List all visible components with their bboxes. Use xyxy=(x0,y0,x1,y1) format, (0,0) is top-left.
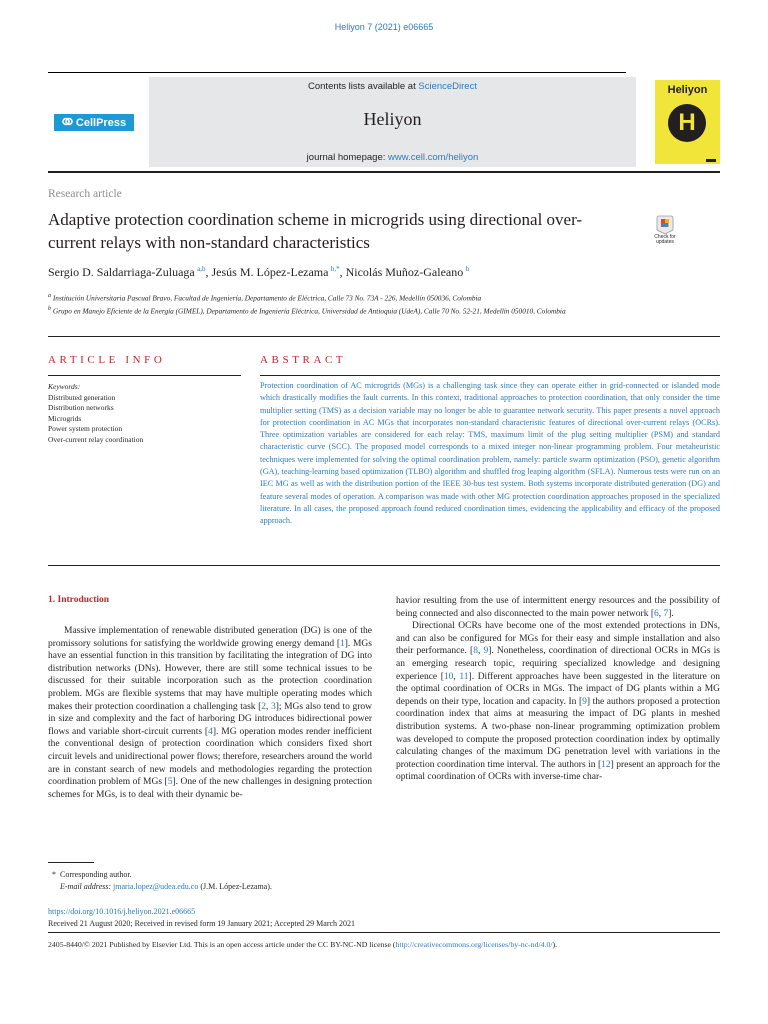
journal-name: Heliyon xyxy=(363,109,422,129)
email-link[interactable]: jmaria.lopez@udea.edu.co xyxy=(113,881,199,891)
citation-link[interactable]: 2 xyxy=(261,701,267,712)
paragraph-text: ] the authors proposed a protection coordination index that aims at measuring the impact of DG plants in meshed distribution systems. A two-phase non-linear programming optimization problem was developed to compute the proposed protection coordination index by optimally calculating changes of the maximum DG penetration level with variations in the protection coordination time interval. The authors in [ xyxy=(396,696,720,770)
footnote-rule xyxy=(48,862,94,863)
paragraph-text: ]. MG operation modes render inefficient the conventional design of protection coordination which considers fixed short circuit levels and unidirectional power flows; therefore, researchers around the world are in constant search of new models and methodologies regarding the protection coordination problem of MGs [ xyxy=(48,726,372,788)
license-line: 2405-8440/© 2021 Published by Elsevier Ltd. This is an open access article under the CC BY-NC-ND license (http://creativecommons.org/licenses/by-nc-nd/4.0/). xyxy=(48,940,558,949)
abstract-rule xyxy=(260,375,720,376)
body-column-right xyxy=(396,595,720,784)
abstract-heading: ABSTRACT xyxy=(260,354,347,366)
paragraph xyxy=(48,625,372,801)
affiliations xyxy=(48,291,720,317)
citation-link[interactable]: 7 xyxy=(663,608,669,619)
masthead-rule xyxy=(48,171,720,173)
journal-reference[interactable]: Heliyon 7 (2021) e06665 xyxy=(334,22,434,32)
author[interactable]: Nicolás Muñoz-Galeano $^b$ xyxy=(345,265,470,279)
citation-link[interactable]: 9 xyxy=(582,696,587,707)
body-column-left xyxy=(48,625,372,801)
paragraph-text: Directional OCRs have become one of the most extended protections in DNs, and can also be configured for MGs for their easy and simple installation and also their performance. [ xyxy=(396,621,720,657)
paragraph-text: ]. xyxy=(668,608,674,619)
citation-link[interactable]: 3 xyxy=(270,701,276,712)
article-type: Research article xyxy=(48,188,122,200)
paragraph-text: , xyxy=(477,646,484,657)
citation-link[interactable]: 8 xyxy=(473,646,478,657)
footer-rule xyxy=(48,932,720,933)
author-affil-mark[interactable]: b xyxy=(465,265,470,273)
corresponding-author-note: * Corresponding author. xyxy=(52,870,132,879)
doi-link[interactable]: https://doi.org/10.1016/j.heliyon.2021.e06665 xyxy=(48,907,196,916)
homepage-prefix: journal homepage: xyxy=(306,152,389,163)
keywords-block xyxy=(48,382,248,445)
paragraph-text: , xyxy=(266,701,271,712)
paragraph-text: ]. MGs have an essential function in this transition by facilitating the integration of DG into distribution networks (DNs). However, there are still some technical issues to be discussed for their suitable incorporation such as the protection coordination problem. MGs are flexible systems that may have multiple operating modes which makes their protection coordination a challenging task [ xyxy=(48,638,372,712)
paragraph-text: ]. One of the new challenges in designing protection schemes for MGs, is to deal with their dynamic be- xyxy=(48,777,372,800)
journal-cover[interactable] xyxy=(655,80,720,164)
cover-title: Heliyon xyxy=(667,84,708,96)
article-info-heading: ARTICLE INFO xyxy=(48,354,166,366)
citation-link[interactable]: 12 xyxy=(601,759,611,770)
sciencedirect-link[interactable]: ScienceDirect xyxy=(418,81,477,92)
article-info-rule xyxy=(48,375,241,376)
paragraph xyxy=(396,620,720,784)
author[interactable]: Jesús M. López-Lezama $^{b,*}$, xyxy=(211,265,346,279)
abstract-bottom-rule xyxy=(48,565,720,566)
keyword: Power system protection xyxy=(48,424,123,433)
journal-masthead xyxy=(149,77,636,167)
keyword: Distributed generation xyxy=(48,392,116,402)
keyword: Microgrids xyxy=(48,413,82,423)
cellpress-badge xyxy=(54,114,134,131)
keywords-label: Keywords: xyxy=(48,382,81,391)
abstract-text: Protection coordination of AC microgrids (MGs) is a challenging task since they can operate either in grid-connected or islanded mode which drastically modifies the fault currents. In this context, traditional approaches to protection coordination, that only consider the time multiplier setting (TMS) as a decision variable may no longer be able to guarantee network security. This paper presents a novel approach for protection coordination in AC MGs that incorporates non-standard characteristic features of directional over-current relays (OCRs). Three optimization variables are considered for each relay: TMS, maximum limit of the plug setting multiplier (PSM) and standard characteristic curve (SCC). The proposed model corresponds to a mixed integer non-linear programming problem. Four metaheuristic techniques were implemented for solving the optimal coordination problem, namely: particle swarm optimization (PSO), genetic algorithm (GA), teaching-learning based optimization (TLBO) algorithm and shuffled frog leaping algorithm (SFLA). Numerous tests were run on an IEC MG as well as with the distribution portion of the IEEE 30-bus test system. Both systems incorporate distributed generation (DG) and feature several modes of operation. A comparison was made with other MG protection coordination approaches proposed in the specialized literature. In all cases, the proposed approach found reduced coordination times, evidencing the applicability and efficacy of the proposed approach. xyxy=(260,381,720,526)
footnote xyxy=(48,869,272,892)
publisher-logo[interactable] xyxy=(48,80,140,164)
keyword: Distribution networks xyxy=(48,403,114,412)
doi-block xyxy=(48,906,355,929)
paragraph-text: ]. Different approaches have been suggested in the literature on the optimal coordination of OCRs in MGs. The impact of DG plants within a MG depends on their type, location and capacity. In [ xyxy=(396,671,720,707)
title-rule xyxy=(48,336,720,337)
intro-heading: 1. Introduction xyxy=(48,595,110,605)
citation-link[interactable]: 11 xyxy=(459,671,469,682)
author-list xyxy=(48,265,469,280)
citation-link[interactable]: 9 xyxy=(483,646,489,657)
email-note: E-mail address: jmaria.lopez@udea.edu.co (J.M. López-Lezama). xyxy=(60,881,272,891)
citation-link[interactable]: 1 xyxy=(340,638,345,649)
paragraph-text: , xyxy=(453,671,460,682)
author[interactable]: Sergio D. Saldarriaga-Zuluaga $^{a,b}$, xyxy=(48,265,212,279)
citation-link[interactable]: 5 xyxy=(167,777,173,788)
author-affil-mark[interactable]: b,* xyxy=(330,265,340,273)
affiliation: $^b$ Grupo en Manejo Eficiente de la Energía (GIMEL), Departamento de Ingeniería Eléctrica, Universidad de Antioquia (UdeA), Calle 70 No. 52-21, Medellín 050010, Colombia xyxy=(48,305,566,316)
contents-prefix: Contents lists available at xyxy=(308,81,419,92)
check-for-updates-button[interactable] xyxy=(648,213,682,249)
check-updates-label: Check for updates xyxy=(654,234,676,245)
citation-link[interactable]: 6 xyxy=(654,608,659,619)
cellpress-text: CellPress xyxy=(75,116,127,129)
author-affil-mark[interactable]: a,b xyxy=(197,265,206,273)
received-dates: Received 21 August 2020; Received in revised form 19 January 2021; Accepted 29 March 2021 xyxy=(48,918,356,928)
homepage-line xyxy=(149,152,636,163)
paragraph-text: havior resulting from the use of intermittent energy resources and the possibility of being connected and also disconnected to the main power network [ xyxy=(396,596,720,619)
citation-link[interactable]: 4 xyxy=(208,726,213,737)
check-updates-icon xyxy=(648,213,682,235)
paragraph-text: ]; MGs also tend to grow in size and complexity and the fact of harboring DG introduces bidirectional power flows and variable short-circuit currents [ xyxy=(48,701,372,737)
header-rule xyxy=(48,72,626,73)
article-title: Adaptive protection coordination scheme in microgrids using directional over-current relays with non-standard characteristics xyxy=(48,210,583,252)
paragraph-text: Massive implementation of renewable distributed generation (DG) is one of the promissory solutions for satisfying the worldwide growing energy demand [ xyxy=(48,626,372,649)
license-link[interactable]: http://creativecommons.org/licenses/by-nc-nd/4.0/ xyxy=(395,940,553,949)
affiliation: $^a$ Institución Universitaria Pascual Bravo, Facultad de Ingeniería, Departamento de Eléctrica, Calle 73 No. 73A - 226, Medellín 050036, Colombia xyxy=(48,293,482,303)
paragraph-text: ] present an approach for the optimal coordination of OCRs with inverse-time char- xyxy=(396,759,720,783)
contents-line xyxy=(149,81,636,92)
cover-footer-mark xyxy=(706,159,716,162)
keyword: Over-current relay coordination xyxy=(48,434,144,444)
cover-h-logo: H xyxy=(668,104,706,142)
paragraph xyxy=(396,595,720,620)
homepage-link[interactable]: www.cell.com/heliyon xyxy=(388,152,479,163)
cellpress-icon xyxy=(62,116,73,130)
citation-link[interactable]: 10 xyxy=(443,671,454,682)
paragraph-text: , xyxy=(658,608,664,619)
paragraph-text: ]. Nonetheless, coordination of directional OCRs in MGs is an emerging research topic, requiring specialized knowledge and designing experience [ xyxy=(396,646,720,682)
